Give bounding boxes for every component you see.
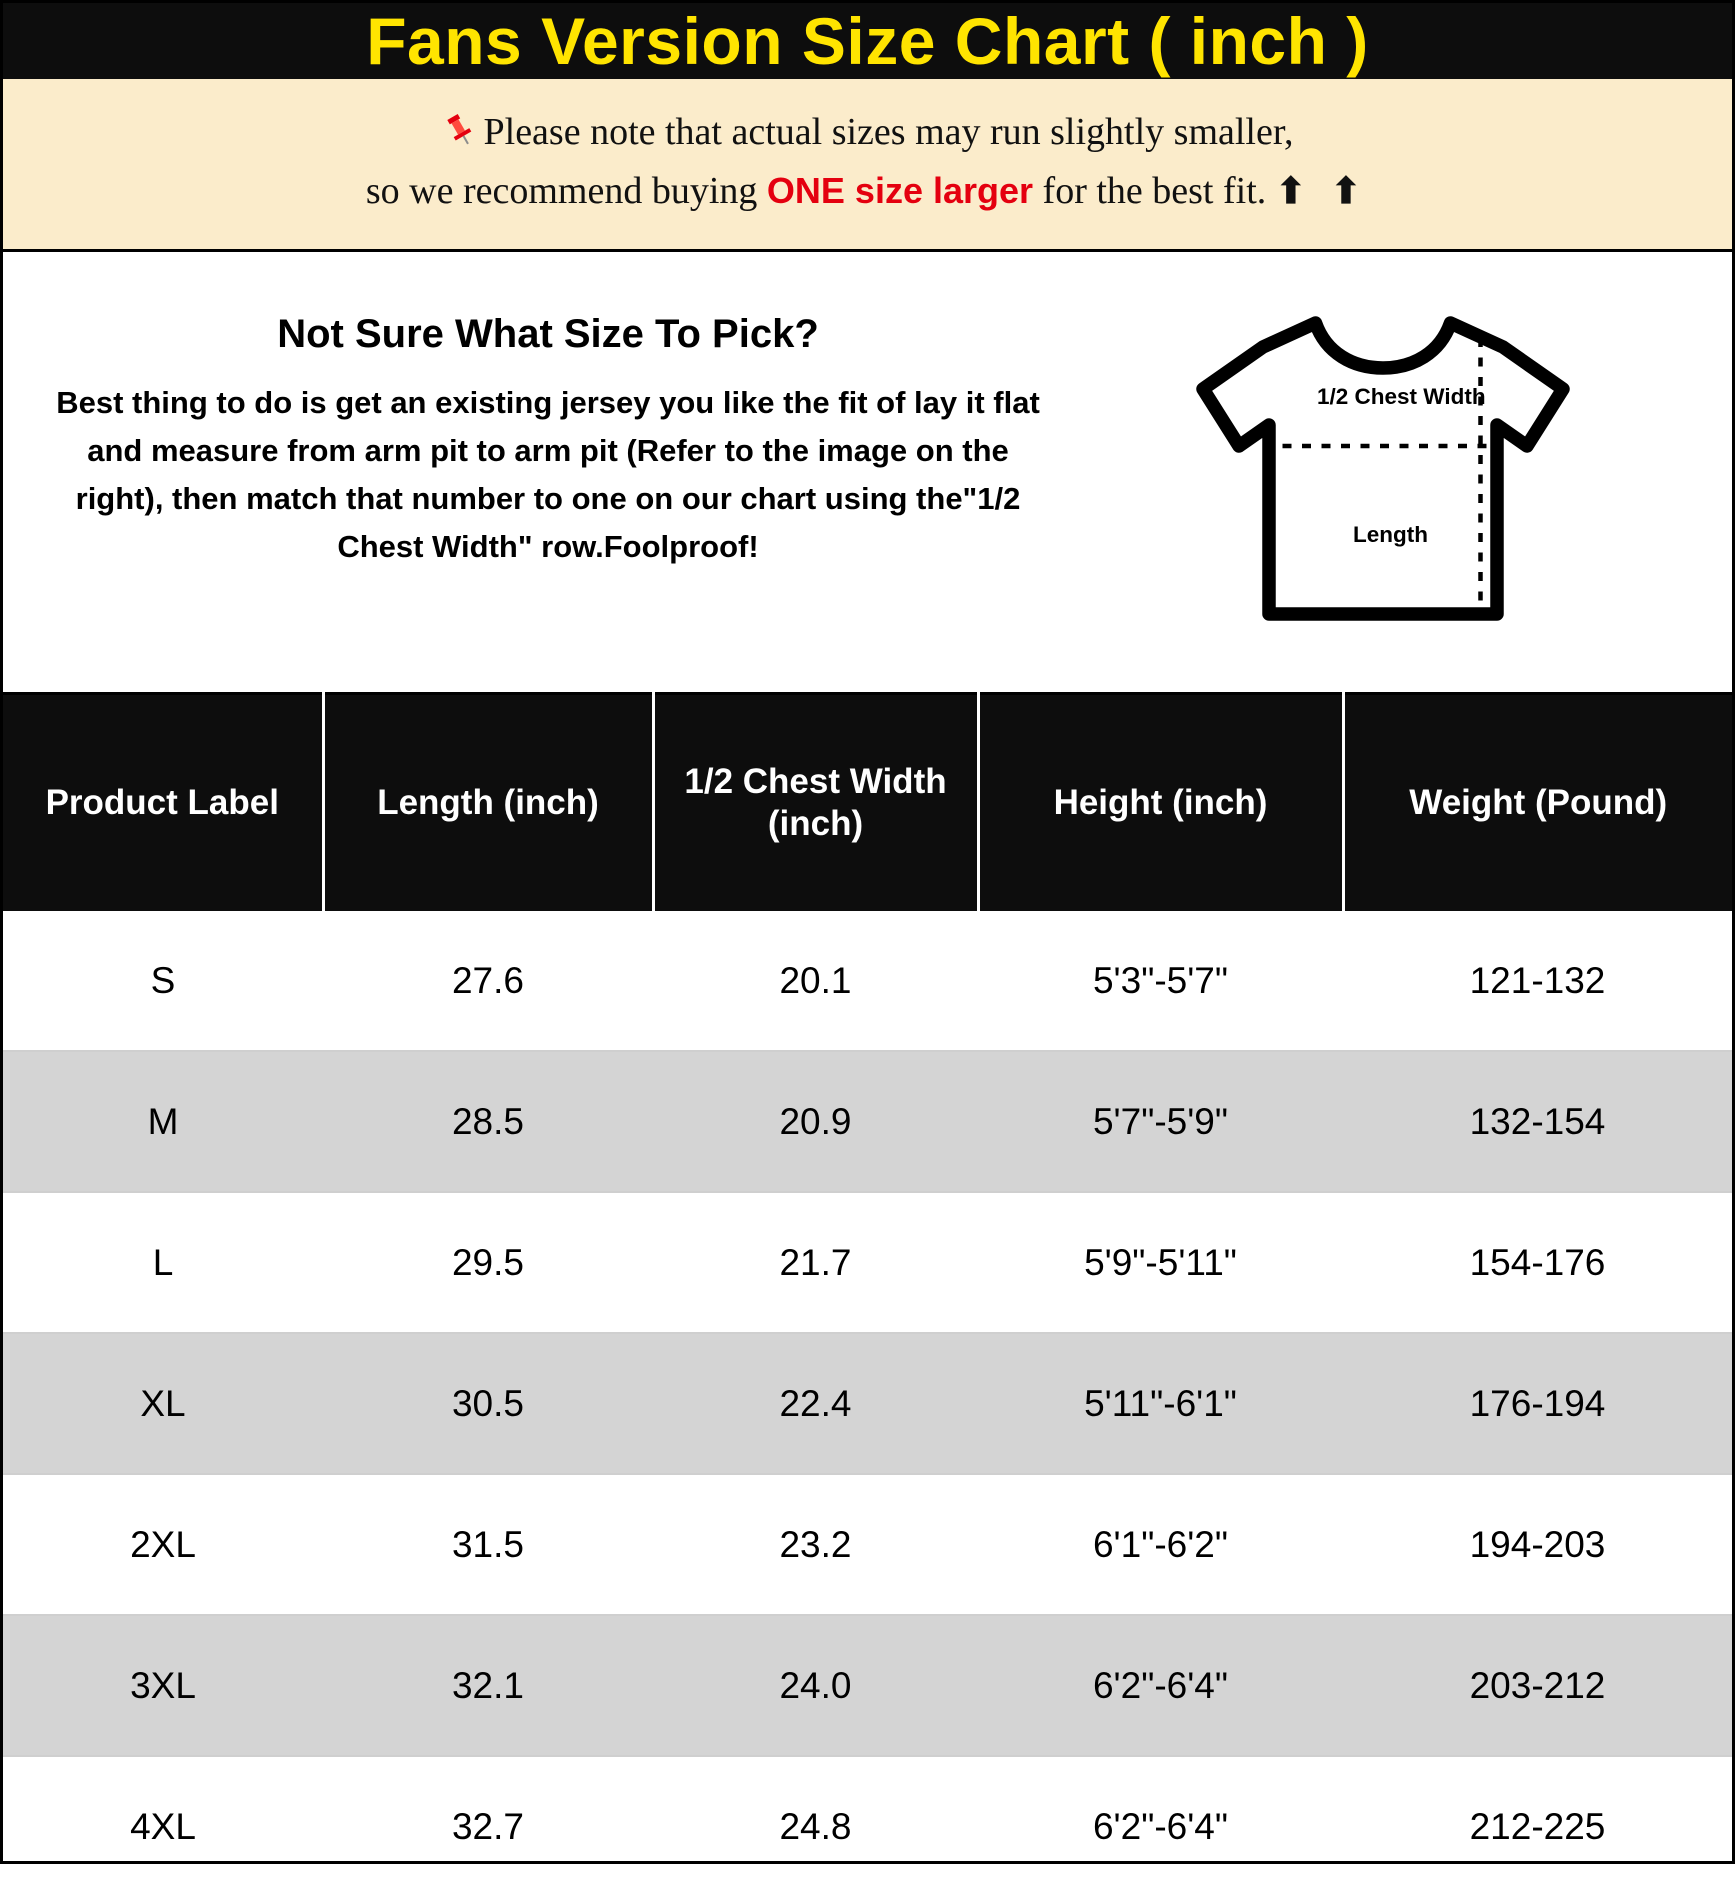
cell-label: L — [3, 1192, 323, 1333]
table-row — [3, 1756, 1732, 1896]
cell-label: 3XL — [3, 1615, 323, 1756]
cell-chest: 24.0 — [653, 1615, 978, 1756]
cell-length: 28.5 — [323, 1051, 653, 1192]
info-heading: Not Sure What Size To Pick? — [277, 312, 819, 357]
note-text-2-suffix: for the best fit. — [1033, 170, 1276, 213]
cell-label: XL — [3, 1333, 323, 1474]
column-header-weight: Weight (Pound) — [1343, 694, 1732, 912]
cell-weight: 212-225 — [1469, 1805, 1606, 1847]
info-section — [3, 252, 1732, 692]
cell-height: 5'11"-6'1" — [978, 1333, 1343, 1474]
note-line-2 — [43, 164, 1692, 219]
cell-weight: 176-194 — [1343, 1333, 1732, 1474]
table-row — [3, 1192, 1732, 1333]
note-text-1: Please note that actual sizes may run slightly smaller, — [483, 111, 1294, 153]
cell-chest: 23.2 — [653, 1474, 978, 1615]
cell-length: 32.1 — [323, 1615, 653, 1756]
column-header-height: Height (inch) — [978, 694, 1343, 912]
cell-chest: 22.4 — [653, 1333, 978, 1474]
cell-label: 4XL — [130, 1805, 196, 1847]
chest-width-label: 1/2 Chest Width — [1316, 384, 1486, 410]
cell-chest: 20.9 — [653, 1051, 978, 1192]
cell-chest: 24.8 — [779, 1805, 852, 1847]
arrow-up-icon: ⬆ ⬆ — [1275, 171, 1370, 212]
tshirt-diagram — [1063, 292, 1702, 632]
cell-weight: 154-176 — [1343, 1192, 1732, 1333]
table-row — [3, 1333, 1732, 1474]
table-row — [3, 1474, 1732, 1615]
column-header-chest-width: 1/2 Chest Width (inch) — [653, 694, 978, 912]
cell-weight: 203-212 — [1343, 1615, 1732, 1756]
pushpin-icon — [442, 109, 478, 164]
cell-length: 29.5 — [323, 1192, 653, 1333]
cell-height: 6'2"-6'4" — [1092, 1805, 1229, 1847]
note-emphasis: ONE size larger — [766, 170, 1034, 212]
page-title: Fans Version Size Chart ( inch ) — [366, 4, 1369, 78]
cell-length: 30.5 — [323, 1333, 653, 1474]
cell-height: 5'7"-5'9" — [978, 1051, 1343, 1192]
cell-chest: 20.1 — [653, 911, 978, 1051]
cell-chest: 21.7 — [653, 1192, 978, 1333]
cell-weight: 121-132 — [1343, 911, 1732, 1051]
cell-length: 31.5 — [323, 1474, 653, 1615]
table-row — [3, 1615, 1732, 1756]
cell-weight: 194-203 — [1343, 1474, 1732, 1615]
size-table — [3, 692, 1732, 1896]
cell-length: 32.7 — [451, 1805, 524, 1847]
tshirt-icon — [1173, 302, 1593, 632]
cell-height: 6'2"-6'4" — [978, 1615, 1343, 1756]
cell-weight: 132-154 — [1343, 1051, 1732, 1192]
info-text-block — [33, 292, 1063, 571]
cell-height: 5'3"-5'7" — [978, 911, 1343, 1051]
table-row — [3, 911, 1732, 1051]
table-header-row — [3, 694, 1732, 912]
column-header-length: Length (inch) — [323, 694, 653, 912]
cell-label: 2XL — [3, 1474, 323, 1615]
note-banner — [3, 79, 1732, 252]
note-text-2-prefix: so we recommend buying — [365, 170, 767, 213]
cell-length: 27.6 — [323, 911, 653, 1051]
title-bar — [3, 3, 1732, 79]
length-label: Length — [1352, 522, 1428, 548]
cell-label: M — [3, 1051, 323, 1192]
info-body: Best thing to do is get an existing jersey you like the fit of lay it flat and measure from arm pit to arm pit (Refer to the image on the right), then match that number to one on our chart using the"1/2 Chest Width" row.Foolproof! — [56, 385, 1040, 565]
note-line-1 — [43, 105, 1692, 164]
cell-height: 5'9"-5'11" — [978, 1192, 1343, 1333]
table-row — [3, 1051, 1732, 1192]
column-header-product-label: Product Label — [3, 694, 323, 912]
cell-height: 6'1"-6'2" — [978, 1474, 1343, 1615]
cell-label: S — [3, 911, 323, 1051]
